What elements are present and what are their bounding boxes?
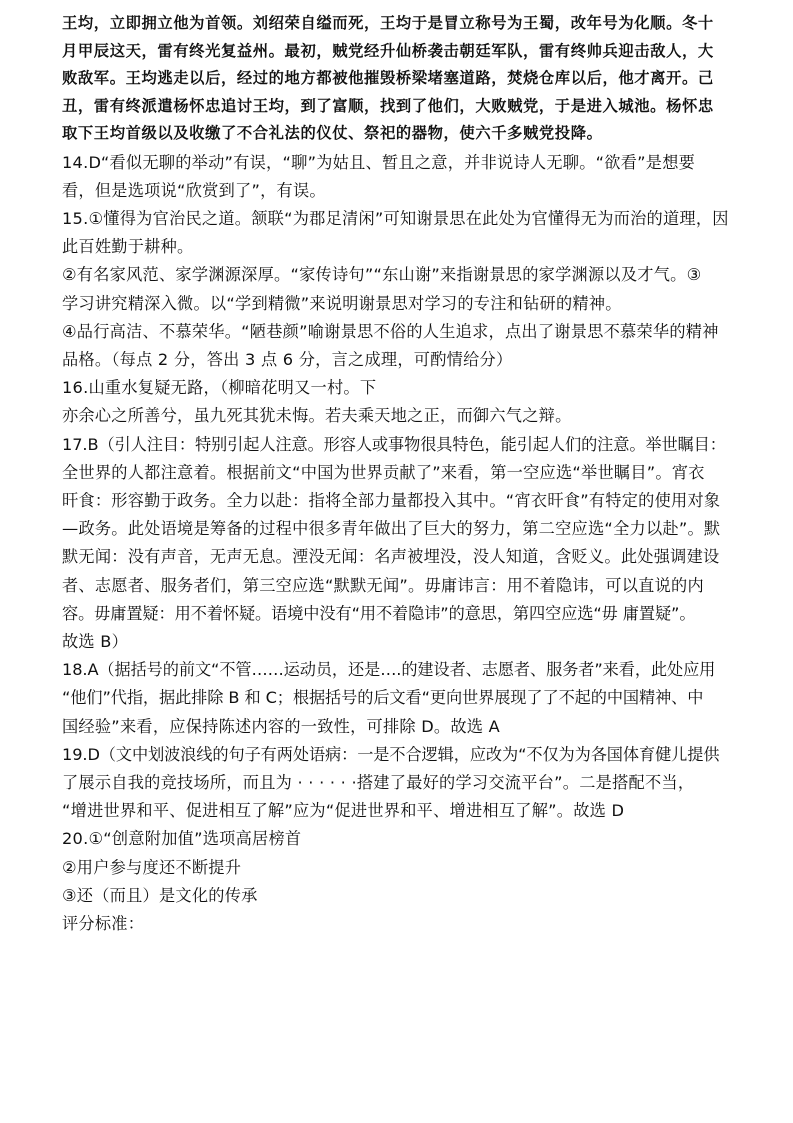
scoring-criteria-heading: 评分标准： — [62, 913, 145, 933]
translation-line: 败敌军。王均逃走以后，经过的地方都被他摧毁桥梁堵塞道路，焚烧仓库以后，他才离开。己 — [62, 69, 714, 87]
translation-line: 月甲辰这天，雷有终光复益州。最初，贼党经升仙桥袭击朝廷军队，雷有终帅兵迎击敌人，大 — [62, 41, 714, 60]
answer-15-line: 此百姓勤于耕种。 — [62, 237, 194, 257]
answer-18-line: “他们”代指，据此排除 B 和 C；根据括号的后文看“更向世界展现了了不起的中国精神、中 — [62, 688, 704, 708]
answer-17-line: 17.B（引人注目：特别引起人注意。形容人或事物很具特色，能引起人们的注意。举世瞩目： — [62, 434, 726, 454]
document-page — [62, 10, 730, 938]
answer-17-line: —政务。此处语境是筹备的过程中很多青年做出了巨大的努力，第二空应选“全力以赴”。默 — [62, 519, 721, 539]
translation-line: 王均，立即拥立他为首领。刘绍荣自缢而死，王均于是冒立称号为王蜀，改年号为化顺。冬十 — [62, 14, 714, 32]
answer-19-line: 19.D（文中划波浪线的句子有两处语病：一是不合逻辑，应改为“不仅为为各国体育健儿提供 — [62, 744, 720, 764]
answer-17-line: 默无闻：没有声音，无声无息。湮没无闻：名声被埋没，没人知道，含贬义。此处强调建设 — [62, 547, 720, 567]
answer-17-line: 者、志愿者、服务者们，第三空应选“默默无闻”。毋庸讳言：用不着隐讳，可以直说的内 — [62, 575, 704, 595]
translation-line: 丑，雷有终派遣杨怀忠追讨王均，到了富顺，找到了他们，大败贼党，于是进入城池。杨怀忠 — [62, 96, 714, 115]
answer-20-line: ②用户参与度还不断提升 — [62, 857, 242, 877]
answer-20-line: ③还（而且）是文化的传承 — [62, 885, 258, 905]
answer-17-line: 旰食：形容勤于政务。全力以赴：指将全部力量都投入其中。“宵衣旰食”有特定的使用对象 — [62, 490, 721, 510]
answer-17-line: 故选 B） — [62, 631, 129, 651]
answer-18-line: 国经验”来看，应保持陈述内容的一致性，可排除 D。故选 A — [62, 716, 500, 736]
answer-18-line: 18.A（据括号的前文“不管……运动员，还是….的建设者、志愿者、服务者”来看，此处应用 — [62, 660, 716, 680]
answer-15-line: 学习讲究精深入微。以“学到精微”来说明谢景思对学习的专注和钻研的精神。 — [62, 293, 622, 313]
answer-16-line: 16.山重水复疑无路，（柳暗花明又一村。下 — [62, 378, 377, 398]
translation-paragraph — [62, 10, 730, 148]
answer-15-line: ②有名家风范、家学渊源深厚。“家传诗句”“东山谢”来指谢景思的家学渊源以及才气。③ — [62, 265, 702, 285]
answer-14-line: 看，但是选项说“欣赏到了”，有误。 — [62, 180, 326, 200]
answer-16-line: 亦余心之所善兮，虽九死其犹未悔。若夫乘天地之正，而御六气之辩。 — [62, 406, 572, 426]
answer-15-line: ④品行高洁、不慕荣华。“陋巷颜”喻谢景思不俗的人生追求，点出了谢景思不慕荣华的精神 — [62, 321, 719, 341]
answer-17-line: 容。毋庸置疑：用不着怀疑。语境中没有“用不着隐讳”的意思，第四空应选“毋 庸置疑”。 — [62, 603, 696, 623]
answer-section — [62, 149, 730, 939]
answer-19-line: “增进世界和平、促进相互了解”应为“促进世界和平、增进相互了解”。故选 D — [62, 801, 625, 821]
answer-19-line: 了展示自我的竞技场所，而且为 · · · · · ·搭建了最好的学习交流平台”。二是搭配不当， — [62, 772, 695, 792]
answer-15-line: 品格。（每点 2 分，答出 3 点 6 分，言之成理，可酌情给分） — [62, 349, 513, 369]
answer-20-line: 20.①“创意附加值”选项高居榜首 — [62, 829, 302, 849]
answer-14-line: 14.D“看似无聊的举动”有误，“聊”为姑且、暂且之意，并非说诗人无聊。“欲看”是想要 — [62, 152, 696, 172]
answer-17-line: 全世界的人都注意着。根据前文“中国为世界贡献了”来看，第一空应选“举世瞩目”。宵衣 — [62, 462, 705, 482]
translation-line: 取下王均首级以及收缴了不合礼法的仪仗、祭祀的器物，使六千多贼党投降。 — [62, 124, 603, 142]
answer-15-line: 15.①懂得为官治民之道。颔联“为郡足清闲”可知谢景思在此处为官懂得无为而治的道理，因 — [62, 208, 729, 228]
